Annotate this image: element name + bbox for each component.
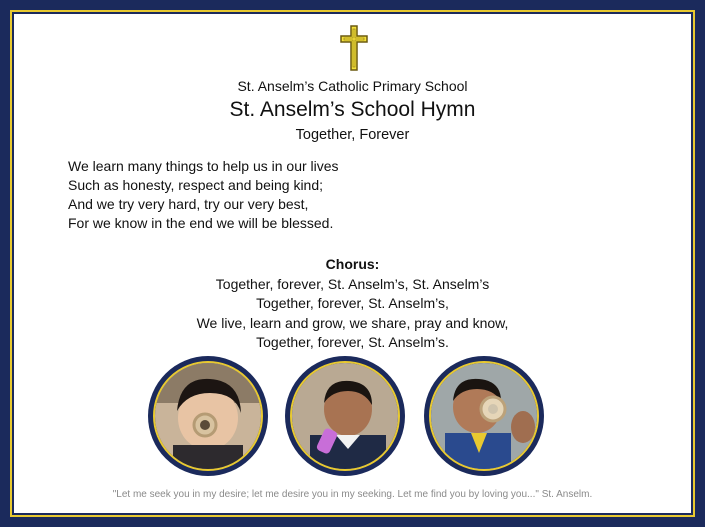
chorus <box>0 255 705 353</box>
chorus-line: Together, forever, St. Anselm’s, <box>256 295 449 311</box>
school-name: St. Anselm’s Catholic Primary School <box>237 78 468 94</box>
photo-child-1 <box>148 356 268 476</box>
verse-line: And we try very hard, try our very best, <box>68 196 309 212</box>
hymn-title: St. Anselm’s School Hymn <box>229 98 476 121</box>
verse <box>68 157 339 233</box>
cross-icon <box>339 24 369 72</box>
hymn-subtitle: Together, Forever <box>295 127 410 143</box>
anselm-quote: "Let me seek you in my desire; let me desire you in my seeking. Let me find you by loving you..." St. Anselm. <box>112 489 593 500</box>
child-photo-image <box>292 363 398 469</box>
child-photo-image <box>155 363 261 469</box>
chorus-heading: Chorus: <box>325 256 380 272</box>
verse-line: We learn many things to help us in our lives <box>68 158 339 174</box>
verse-line: Such as honesty, respect and being kind; <box>68 177 324 193</box>
photo-child-3 <box>424 356 544 476</box>
child-photo-image <box>431 363 537 469</box>
chorus-line: Together, forever, St. Anselm’s, St. Anselm’s <box>215 275 490 292</box>
photo-child-2 <box>285 356 405 476</box>
chorus-line: We live, learn and grow, we share, pray and know, <box>196 314 509 331</box>
verse-line: For we know in the end we will be blessed. <box>68 215 334 231</box>
chorus-line: Together, forever, St. Anselm’s. <box>256 334 449 350</box>
